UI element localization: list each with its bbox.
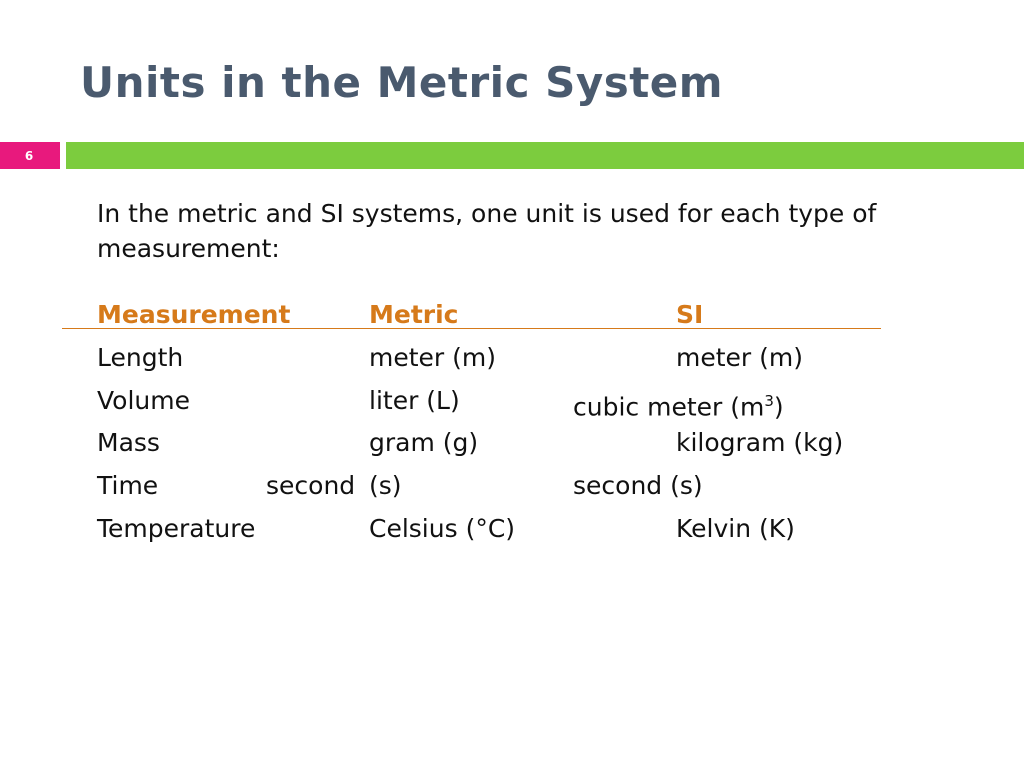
- row-volume-si-exponent: 3: [764, 392, 774, 410]
- header-si: SI: [676, 300, 704, 329]
- row-length-measurement: Length: [97, 343, 184, 372]
- row-length-metric: meter (m): [369, 343, 497, 372]
- row-temperature-metric: Celsius (°C): [369, 514, 516, 543]
- row-volume-si: [573, 386, 784, 422]
- row-time-metric-word: second: [266, 471, 356, 500]
- row-mass-metric: gram (g): [369, 428, 479, 457]
- row-volume-si-text: cubic meter (m: [573, 392, 765, 422]
- row-volume-measurement: Volume: [97, 386, 190, 415]
- intro-text: In the metric and SI systems, one unit is used for each type of measurement:: [97, 199, 877, 263]
- row-mass-measurement: Mass: [97, 428, 160, 457]
- header-metric: Metric: [369, 300, 459, 329]
- slide-title: Units in the Metric System: [80, 58, 724, 107]
- slide-number: 6: [24, 148, 34, 163]
- row-volume-metric: liter (L): [369, 386, 460, 415]
- header-measurement: Measurement: [97, 300, 291, 329]
- header-underline: [62, 328, 881, 329]
- row-length-si: meter (m): [676, 343, 804, 372]
- row-volume-si-close: ): [773, 392, 784, 422]
- row-mass-si: kilogram (kg): [676, 428, 844, 457]
- row-time-measurement: Time: [97, 471, 159, 500]
- row-time-si: second (s): [573, 471, 703, 500]
- row-time-metric-symbol: (s): [369, 471, 402, 500]
- slide-number-badge: [0, 142, 60, 169]
- row-temperature-measurement: Temperature: [97, 514, 256, 543]
- title-divider-bar: [66, 142, 1024, 169]
- row-temperature-si: Kelvin (K): [676, 514, 795, 543]
